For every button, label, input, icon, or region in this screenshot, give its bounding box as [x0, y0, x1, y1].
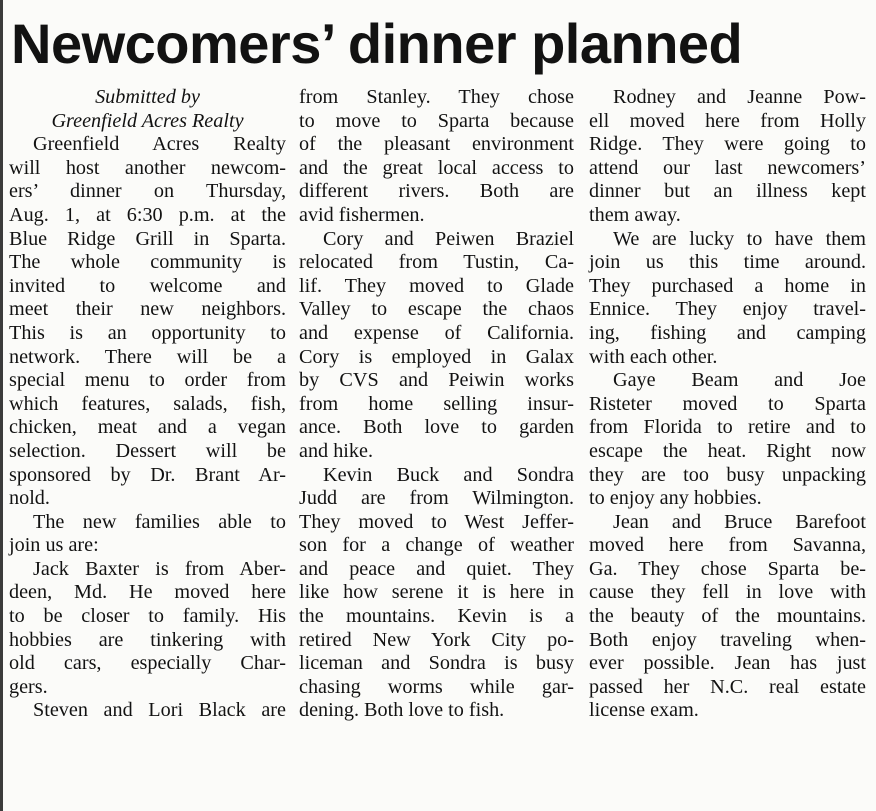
text-line: of the pleasant environment	[299, 133, 574, 156]
text-line: Greenfield Acres Realty	[51, 109, 244, 132]
text-line: to move to Sparta because	[299, 109, 574, 132]
text-line: relocated from Tustin, Ca-	[299, 251, 574, 274]
text-line: chicken, meat and a vegan	[9, 416, 286, 439]
text-line: Gaye Beam and Joe	[613, 369, 866, 392]
text-line: ell moved here from Holly	[589, 109, 866, 132]
text-line: which features, salads, fish,	[9, 392, 286, 415]
text-line: chasing worms while gar-	[299, 675, 574, 698]
text-line: This is an opportunity to	[9, 321, 286, 344]
headline: Newcomers’ dinner planned	[11, 12, 743, 75]
newspaper-clipping	[3, 0, 876, 811]
text-line: Jack Baxter is from Aber-	[33, 557, 286, 580]
text-line: attend our last newcomers’	[589, 156, 866, 179]
text-line: and peace and quiet. They	[299, 557, 574, 580]
text-line: passed her N.C. real estate	[589, 675, 866, 698]
text-line: Cory and Peiwen Braziel	[323, 227, 574, 250]
text-line: They purchased a home in	[589, 274, 866, 297]
column-1	[9, 86, 286, 723]
text-line: escape the heat. Right now	[589, 439, 866, 462]
text-line: ers’ dinner on Thursday,	[9, 180, 286, 203]
text-line: Cory is employed in Galax	[299, 345, 574, 368]
column-2	[299, 86, 574, 723]
text-line: Judd are from Wilmington.	[299, 487, 574, 510]
text-line: to be closer to family. His	[9, 605, 286, 628]
text-line: from home selling insur-	[299, 392, 574, 415]
text-line: ever possible. Jean has just	[589, 652, 866, 675]
text-line: and expense of California.	[299, 321, 574, 344]
text-line: Jean and Bruce Barefoot	[613, 510, 866, 533]
text-line: Greenfield Acres Realty	[33, 133, 286, 156]
text-line: join us are:	[9, 534, 99, 557]
text-line: The whole community is	[9, 251, 286, 274]
text-line: Valley to escape the chaos	[299, 298, 574, 321]
text-line: lif. They moved to Glade	[299, 274, 574, 297]
text-line: Risteter moved to Sparta	[589, 392, 866, 415]
text-line: with each other.	[589, 345, 718, 368]
text-line: They moved to West Jeffer-	[299, 510, 574, 533]
text-line: to enjoy any hobbies.	[589, 487, 762, 510]
text-line: hobbies are tinkering with	[9, 628, 286, 651]
text-line: Aug. 1, at 6:30 p.m. at the	[9, 203, 286, 226]
text-line: son for a change of weather	[299, 534, 574, 557]
text-line: dinner but an illness kept	[589, 180, 866, 203]
text-line: cause they fell in love with	[589, 581, 866, 604]
text-line: they are too busy unpacking	[589, 463, 866, 486]
text-line: liceman and Sondra is busy	[299, 652, 574, 675]
text-line: Ennice. They enjoy travel-	[589, 298, 866, 321]
text-line: different rivers. Both are	[299, 180, 574, 203]
text-line: Steven and Lori Black are	[33, 699, 286, 722]
text-line: dening. Both love to fish.	[299, 699, 505, 722]
text-line: Ga. They chose Sparta be-	[589, 557, 866, 580]
text-line: and the great local access to	[299, 156, 574, 179]
text-line: Kevin Buck and Sondra	[323, 463, 574, 486]
text-line: from Florida to retire and to	[589, 416, 866, 439]
text-line: retired New York City po-	[299, 628, 574, 651]
text-line: will host another newcom-	[9, 156, 286, 179]
text-line: We are lucky to have them	[613, 227, 866, 250]
text-line: moved here from Savanna,	[589, 534, 866, 557]
text-line: gers.	[9, 675, 48, 698]
text-line: selection. Dessert will be	[9, 439, 286, 462]
text-line: old cars, especially Char-	[9, 652, 286, 675]
text-line: nold.	[9, 487, 50, 510]
text-line: ing, fishing and camping	[589, 321, 866, 344]
text-line: join us this time around.	[589, 251, 866, 274]
text-line: deen, Md. He moved here	[9, 581, 286, 604]
text-line: network. There will be a	[9, 345, 286, 368]
text-line: by CVS and Peiwin works	[299, 369, 574, 392]
text-line: avid fishermen.	[299, 203, 425, 226]
text-line: the mountains. Kevin is a	[299, 605, 574, 628]
text-line: license exam.	[589, 699, 699, 722]
text-line: The new families able to	[33, 510, 286, 533]
text-line: meet their new neighbors.	[9, 298, 286, 321]
text-line: special menu to order from	[9, 369, 286, 392]
text-line: invited to welcome and	[9, 274, 286, 297]
text-line: Blue Ridge Grill in Sparta.	[9, 227, 286, 250]
text-line: Both enjoy traveling when-	[589, 628, 866, 651]
text-line: sponsored by Dr. Brant Ar-	[9, 463, 286, 486]
text-line: Ridge. They were going to	[589, 133, 866, 156]
column-3	[589, 86, 866, 723]
text-line: the beauty of the mountains.	[589, 605, 866, 628]
text-line: ance. Both love to garden	[299, 416, 574, 439]
text-line: from Stanley. They chose	[299, 86, 574, 108]
text-line: them away.	[589, 203, 681, 226]
text-line: Rodney and Jeanne Pow-	[613, 86, 866, 108]
text-line: like how serene it is here in	[299, 581, 574, 604]
text-line: and hike.	[299, 439, 373, 462]
text-line: Submitted by	[95, 86, 200, 108]
